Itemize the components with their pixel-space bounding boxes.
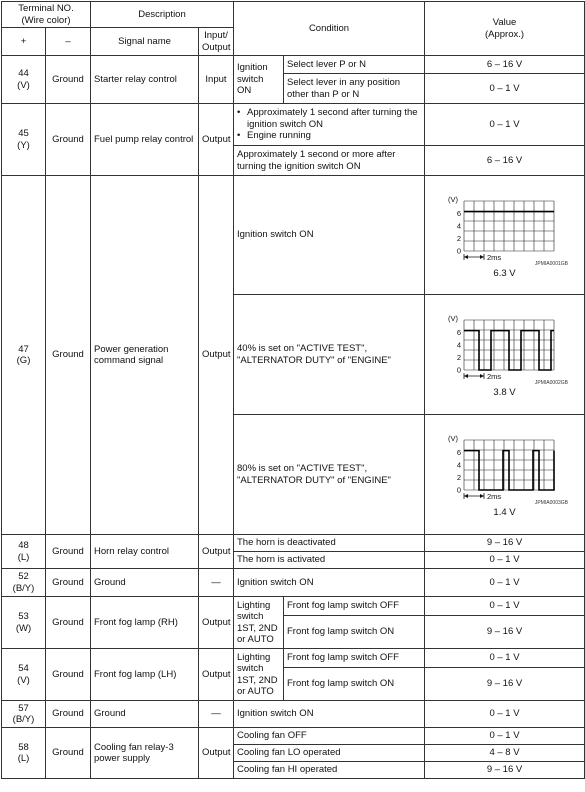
figure-code-label: JPMIA0003GB bbox=[534, 500, 568, 507]
value-cell: 0 – 1 V bbox=[425, 74, 585, 104]
waveform-value-cell bbox=[425, 415, 585, 535]
waveform-tick-label: 2 bbox=[456, 233, 461, 243]
waveform-tick-label: 4 bbox=[456, 221, 461, 231]
condition-cell: Select lever in any position other than P or N bbox=[284, 74, 425, 104]
figure-code-label: JPMIA0002GB bbox=[534, 380, 568, 387]
value-cell: 0 – 1 V bbox=[425, 569, 585, 597]
condition-cell: Ignition switch ON bbox=[234, 176, 425, 295]
condition-group-cell: Lighting switch 1ST, 2ND or AUTO bbox=[234, 597, 284, 649]
io-cell: Output bbox=[199, 728, 234, 779]
terminal-cell: 53 (W) bbox=[2, 597, 46, 649]
value-cell: 6 – 16 V bbox=[425, 146, 585, 176]
condition-group-cell: Ignition switch ON bbox=[234, 56, 284, 104]
ground-cell: Ground bbox=[46, 569, 91, 597]
signal-name-cell: Ground bbox=[91, 569, 199, 597]
waveform-trace bbox=[464, 331, 554, 370]
condition-bullet: • Engine running bbox=[237, 130, 421, 142]
oscilloscope-waveform bbox=[440, 310, 570, 386]
terminal-cell: 58 (L) bbox=[2, 728, 46, 779]
time-division-label: 2ms bbox=[486, 492, 501, 502]
condition-cell: Ignition switch ON bbox=[234, 701, 425, 728]
time-division-arrow bbox=[464, 373, 484, 379]
table-row bbox=[2, 56, 585, 74]
terminal-cell: 44 (V) bbox=[2, 56, 46, 104]
condition-cell: Front fog lamp switch OFF bbox=[284, 597, 425, 616]
io-cell: Output bbox=[199, 176, 234, 535]
waveform-tick-label: 4 bbox=[456, 460, 461, 470]
condition-bullet-list bbox=[237, 107, 421, 142]
value-cell: 0 – 1 V bbox=[425, 728, 585, 745]
table-row bbox=[2, 728, 585, 745]
waveform-tick-label: 6 bbox=[456, 208, 461, 218]
value-cell: 0 – 1 V bbox=[425, 701, 585, 728]
terminal-spec-table bbox=[1, 1, 585, 779]
waveform-tick-label: 0 bbox=[456, 246, 461, 256]
condition-cell: The horn is activated bbox=[234, 552, 425, 569]
description-header: Description bbox=[91, 2, 234, 28]
io-cell: — bbox=[199, 701, 234, 728]
io-cell: Output bbox=[199, 104, 234, 176]
condition-cell: Cooling fan HI operated bbox=[234, 762, 425, 779]
input-output-header: Input/ Output bbox=[199, 28, 234, 56]
value-cell: 0 – 1 V bbox=[425, 104, 585, 146]
waveform-value-cell bbox=[425, 176, 585, 295]
table-row bbox=[2, 104, 585, 146]
signal-name-cell: Front fog lamp (LH) bbox=[91, 649, 199, 701]
oscilloscope-waveform bbox=[440, 430, 570, 506]
terminal-cell: 47 (G) bbox=[2, 176, 46, 535]
ground-cell: Ground bbox=[46, 701, 91, 728]
condition-cell: Front fog lamp switch ON bbox=[284, 616, 425, 649]
time-division-arrow bbox=[464, 493, 484, 499]
ground-cell: Ground bbox=[46, 56, 91, 104]
value-cell: 1.4 V bbox=[493, 507, 516, 519]
waveform-unit-label: (V) bbox=[447, 434, 458, 444]
table-row bbox=[2, 569, 585, 597]
waveform-tick-label: 6 bbox=[456, 448, 461, 458]
signal-name-cell: Cooling fan relay-3 power supply bbox=[91, 728, 199, 779]
table-row bbox=[2, 701, 585, 728]
value-cell: 9 – 16 V bbox=[425, 616, 585, 649]
condition-cell: Select lever P or N bbox=[284, 56, 425, 74]
waveform-unit-label: (V) bbox=[447, 194, 458, 204]
terminal-cell: 54 (V) bbox=[2, 649, 46, 701]
io-cell: Output bbox=[199, 535, 234, 569]
value-cell: 9 – 16 V bbox=[425, 762, 585, 779]
value-cell: 6 – 16 V bbox=[425, 56, 585, 74]
figure-code-label: JPMIA0001GB bbox=[534, 260, 568, 267]
waveform-tick-label: 2 bbox=[456, 473, 461, 483]
table-row bbox=[2, 597, 585, 616]
value-header: Value (Approx.) bbox=[425, 2, 585, 56]
ground-cell: Ground bbox=[46, 728, 91, 779]
time-division-label: 2ms bbox=[486, 372, 501, 382]
table-row bbox=[2, 176, 585, 295]
ground-cell: Ground bbox=[46, 535, 91, 569]
value-cell: 0 – 1 V bbox=[425, 649, 585, 668]
waveform-tick-label: 0 bbox=[456, 485, 461, 495]
condition-cell: 40% is set on "ACTIVE TEST", "ALTERNATOR DUTY" of "ENGINE" bbox=[234, 295, 425, 415]
signal-name-cell: Fuel pump relay control bbox=[91, 104, 199, 176]
terminal-cell: 45 (Y) bbox=[2, 104, 46, 176]
signal-name-cell: Ground bbox=[91, 701, 199, 728]
condition-header: Condition bbox=[234, 2, 425, 56]
value-cell: 3.8 V bbox=[493, 387, 516, 399]
signal-name-cell: Power generation command signal bbox=[91, 176, 199, 535]
waveform-grid bbox=[464, 201, 554, 251]
terminal-cell: 52 (B/Y) bbox=[2, 569, 46, 597]
ground-cell: Ground bbox=[46, 176, 91, 535]
table-row bbox=[2, 535, 585, 552]
value-cell: 9 – 16 V bbox=[425, 535, 585, 552]
condition-cell: Approximately 1 second or more after turning the ignition switch ON bbox=[234, 146, 425, 176]
io-cell: Output bbox=[199, 649, 234, 701]
condition-cell: Cooling fan LO operated bbox=[234, 745, 425, 762]
signal-name-cell: Front fog lamp (RH) bbox=[91, 597, 199, 649]
oscilloscope-waveform bbox=[440, 191, 570, 267]
ground-cell: Ground bbox=[46, 104, 91, 176]
condition-cell: Front fog lamp switch OFF bbox=[284, 649, 425, 668]
signal-name-header: Signal name bbox=[91, 28, 199, 56]
ground-cell: Ground bbox=[46, 597, 91, 649]
condition-cell: Front fog lamp switch ON bbox=[284, 668, 425, 701]
condition-cell: Cooling fan OFF bbox=[234, 728, 425, 745]
minus-header: – bbox=[46, 28, 91, 56]
condition-cell: Ignition switch ON bbox=[234, 569, 425, 597]
signal-name-cell: Starter relay control bbox=[91, 56, 199, 104]
value-cell: 6.3 V bbox=[493, 267, 516, 279]
value-cell: 0 – 1 V bbox=[425, 597, 585, 616]
value-cell: 9 – 16 V bbox=[425, 668, 585, 701]
waveform-tick-label: 4 bbox=[456, 340, 461, 350]
condition-group-cell: Lighting switch 1ST, 2ND or AUTO bbox=[234, 649, 284, 701]
waveform-tick-label: 0 bbox=[456, 365, 461, 375]
terminal-cell: 57 (B/Y) bbox=[2, 701, 46, 728]
waveform-tick-label: 2 bbox=[456, 353, 461, 363]
time-division-arrow bbox=[464, 254, 484, 260]
terminal-no-header: Terminal NO. (Wire color) bbox=[2, 2, 91, 28]
condition-cell bbox=[234, 104, 425, 146]
waveform-value-cell bbox=[425, 295, 585, 415]
condition-cell: The horn is deactivated bbox=[234, 535, 425, 552]
header-row-1 bbox=[2, 2, 585, 28]
waveform-unit-label: (V) bbox=[447, 314, 458, 324]
io-cell: Output bbox=[199, 597, 234, 649]
value-cell: 4 – 8 V bbox=[425, 745, 585, 762]
io-cell: — bbox=[199, 569, 234, 597]
condition-cell: 80% is set on "ACTIVE TEST", "ALTERNATOR DUTY" of "ENGINE" bbox=[234, 415, 425, 535]
waveform-tick-label: 6 bbox=[456, 328, 461, 338]
value-cell: 0 – 1 V bbox=[425, 552, 585, 569]
time-division-label: 2ms bbox=[486, 252, 501, 262]
condition-bullet: • Approximately 1 second after turning the ignition switch ON bbox=[237, 107, 421, 130]
plus-header: + bbox=[2, 28, 46, 56]
io-cell: Input bbox=[199, 56, 234, 104]
ground-cell: Ground bbox=[46, 649, 91, 701]
waveform-trace bbox=[464, 451, 554, 490]
signal-name-cell: Horn relay control bbox=[91, 535, 199, 569]
terminal-cell: 48 (L) bbox=[2, 535, 46, 569]
table-row bbox=[2, 649, 585, 668]
